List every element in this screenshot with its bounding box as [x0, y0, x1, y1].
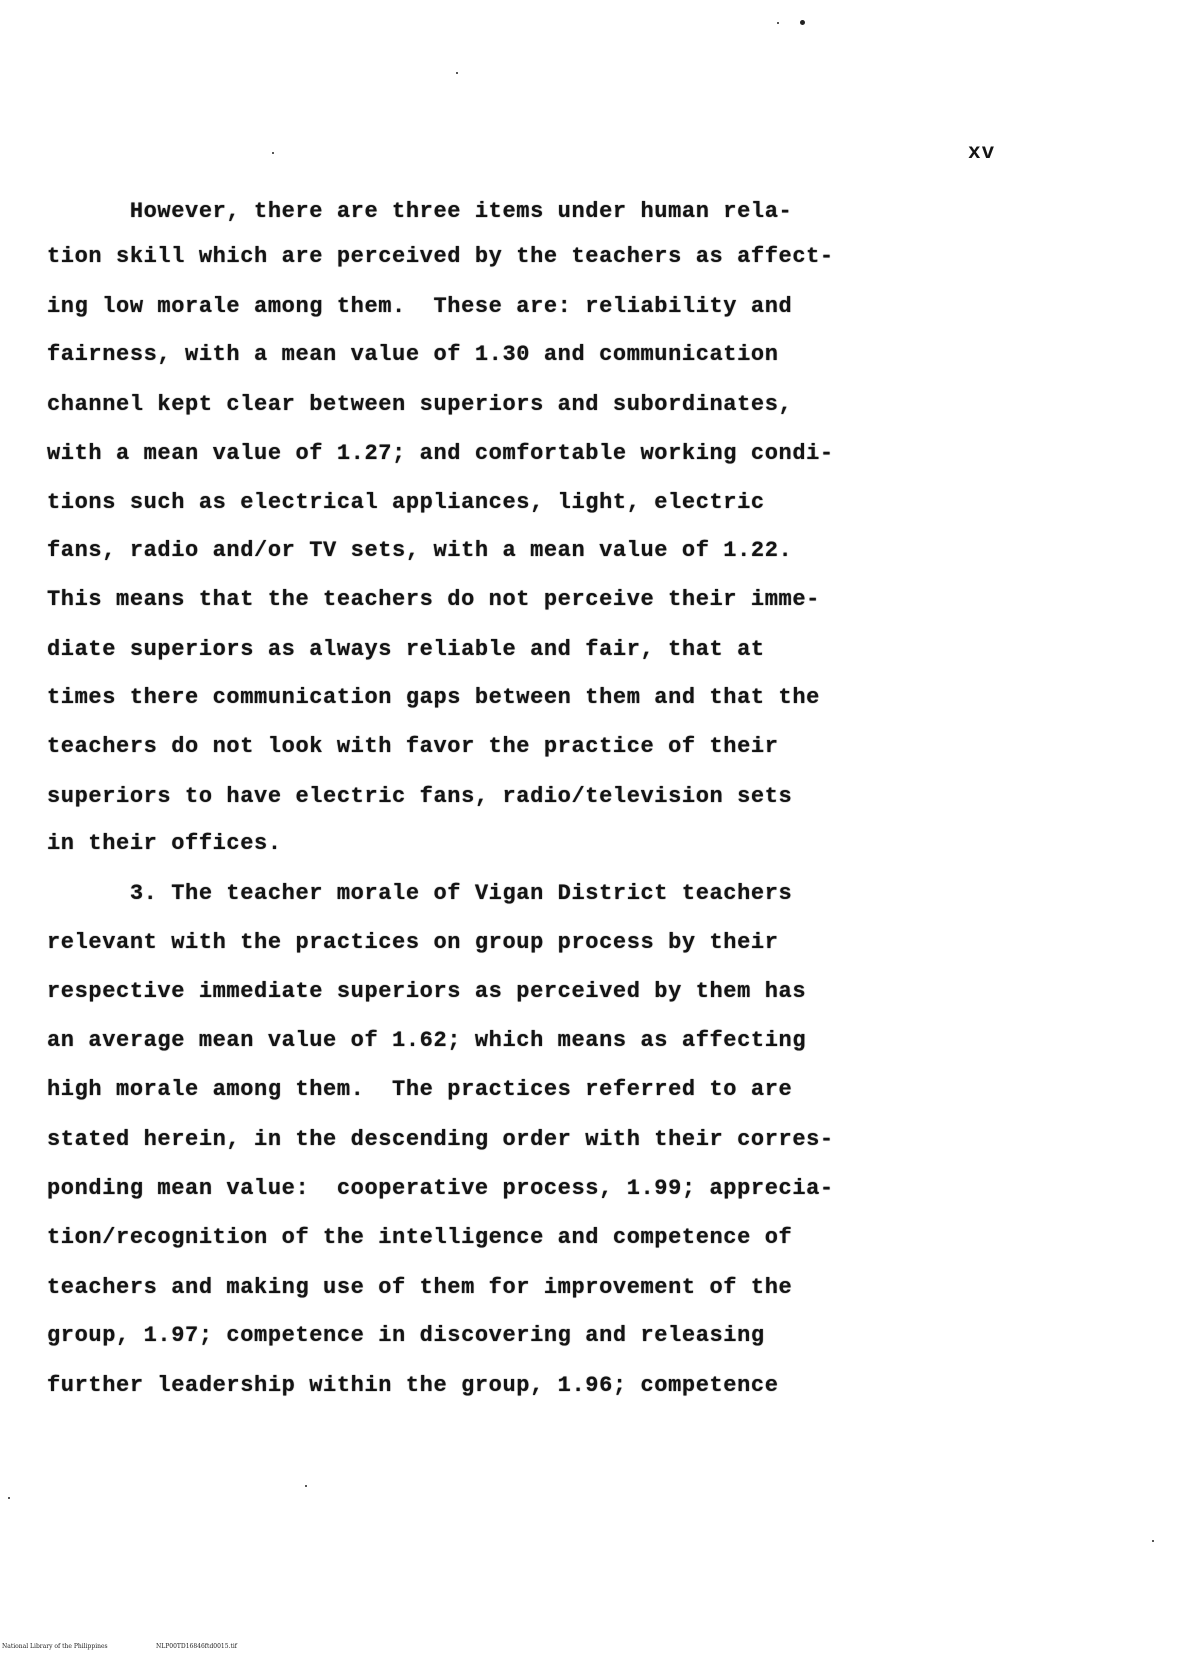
text-line: further leadership within the group, 1.96; competence — [47, 1373, 779, 1398]
text-line: stated herein, in the descending order with their corres- — [47, 1127, 834, 1152]
text-line: channel kept clear between superiors and subordinates, — [47, 392, 793, 417]
text-line: group, 1.97; competence in discovering and releasing — [47, 1323, 765, 1348]
scan-speck — [456, 72, 458, 74]
page-number: xv — [968, 142, 996, 165]
scan-speck — [1152, 1540, 1154, 1542]
scan-speck — [8, 1497, 10, 1499]
text-line: This means that the teachers do not perceive their imme- — [47, 587, 820, 612]
footer-filename: NLP00TD16846ftd0015.tif — [156, 1643, 238, 1650]
text-line: fairness, with a mean value of 1.30 and communication — [47, 342, 779, 367]
scan-speck — [272, 152, 274, 154]
text-line: high morale among them. The practices referred to are — [47, 1077, 793, 1102]
text-line: teachers do not look with favor the practice of their — [47, 734, 779, 759]
scan-speck — [777, 22, 779, 24]
text-line: tions such as electrical appliances, light, electric — [47, 490, 765, 515]
text-line: tion/recognition of the intelligence and competence of — [47, 1225, 793, 1250]
text-line: respective immediate superiors as perceived by them has — [47, 979, 807, 1004]
text-line: with a mean value of 1.27; and comfortable working condi- — [47, 441, 834, 466]
text-line: relevant with the practices on group process by their — [47, 930, 779, 955]
text-line: diate superiors as always reliable and fair, that at — [47, 637, 765, 662]
text-line: fans, radio and/or TV sets, with a mean value of 1.22. — [47, 538, 793, 563]
text-line: superiors to have electric fans, radio/television sets — [47, 784, 793, 809]
footer-library: National Library of the Philippines — [2, 1643, 108, 1650]
text-line: 3. The teacher morale of Vigan District teachers — [47, 881, 793, 906]
text-line: ponding mean value: cooperative process, 1.99; apprecia- — [47, 1176, 834, 1201]
text-line: teachers and making use of them for improvement of the — [47, 1275, 793, 1300]
text-line: ing low morale among them. These are: reliability and — [47, 294, 793, 319]
scan-speck — [305, 1485, 307, 1487]
text-line: times there communication gaps between them and that the — [47, 685, 820, 710]
text-line: an average mean value of 1.62; which means as affecting — [47, 1028, 807, 1053]
text-line: tion skill which are perceived by the teachers as affect- — [47, 244, 834, 269]
text-line: However, there are three items under human rela- — [47, 199, 793, 224]
scan-speck — [800, 20, 805, 25]
text-line: in their offices. — [47, 831, 282, 856]
